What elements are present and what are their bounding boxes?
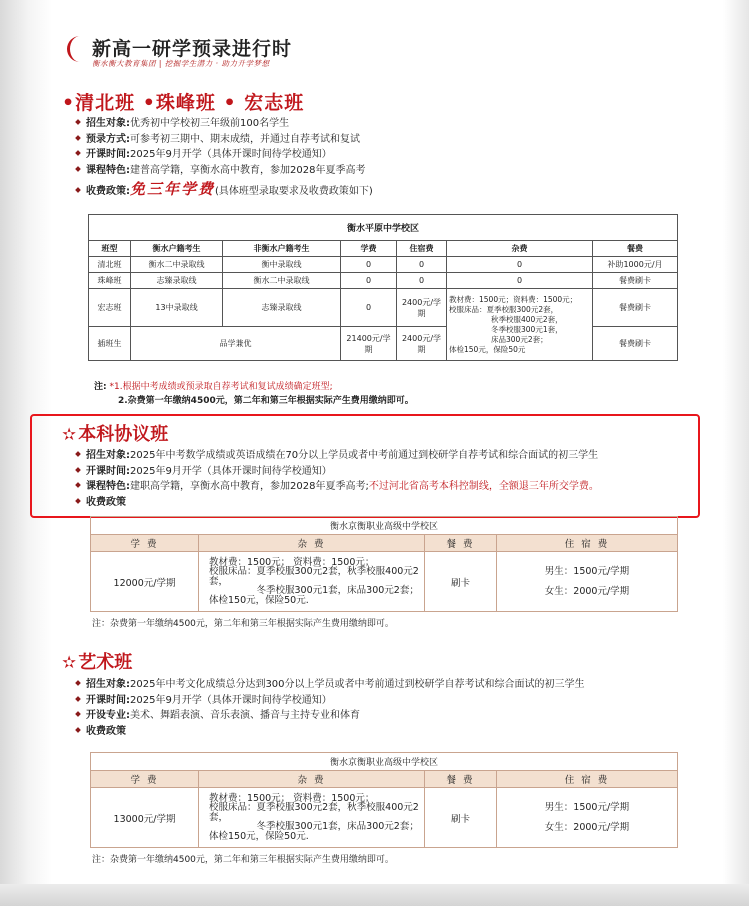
list-item: 课程特色:建职高学籍，享衡水高中教育，参加2028年夏季高考;不过河北省高考本科控制线，全额退三年所交学费。 [74, 479, 599, 495]
table-row: 13000元/学期 教材费：1500元； 资料费：1500元； 校服床品：夏季校服300元2套，秋季校服400元2套， 冬季校服300元1套，床品300元2套； 体检150元，保险50元. 刷卡 男生：1500元/学期 女生：2000元/学期 [91, 788, 678, 848]
fee-policy-row: 收费政策:免三年学费(具体班型录取要求及收费政策如下) [74, 182, 373, 200]
list-item: 课程特色:建普高学籍，享衡水高中教育，参加2028年夏季高考 [74, 163, 373, 179]
table-row: 插班生 品学兼优 21400元/学期 2400元/学期 餐费刷卡 [89, 327, 678, 361]
list-item: 收费政策 [74, 724, 585, 740]
table-row: 12000元/学期 教材费：1500元； 资料费：1500元； 校服床品：夏季校服300元2套，秋季校服400元2套， 冬季校服300元1套，床品300元2套； 体检150元，保险50元. 刷卡 男生：1500元/学期 女生：2000元/学期 [91, 552, 678, 612]
table-row: 宏志班 13中录取线 志臻录取线 0 2400元/学期 教材费：1500元；资料费：1500元； 校服床品：夏季校服300元2套， 秋季校服400元2套， 冬季校服300元1套， 床品300元2套； 体检150元，保险50元 餐费刷卡 [89, 289, 678, 327]
list-item: 招生对象:2025年中考数学成绩或英语成绩在70分以上学员或者中考前通过到校研学自荐考试和综合面试的初三学生 [74, 448, 599, 464]
page-title: 新高一研学预录进行时 [92, 38, 293, 60]
list-item: 招生对象:优秀初中学校初三年级前100名学生 [74, 116, 373, 132]
table-row: 清北班 衡水二中录取线 衡中录取线 0 0 0 补助1000元/月 [89, 257, 678, 273]
jingheng-fee-table-1 [90, 516, 678, 612]
section3-bullets [74, 677, 585, 739]
table-header-row: 学 费 杂 费 餐 费 住 宿 费 [91, 535, 678, 552]
section2-bullets [74, 448, 599, 510]
list-item: 预录方式:可参考初三期中、期末成绩，并通过自荐考试和复试 [74, 132, 373, 148]
table-row: 珠峰班 志臻录取线 衡水二中录取线 0 0 0 餐费刷卡 [89, 273, 678, 289]
list-item: 开设专业:美术、舞蹈表演、音乐表演、播音与主持专业和体育 [74, 708, 585, 724]
jingheng-fee-table-2 [90, 752, 678, 848]
page-subtitle: 衡水衡大教育集团 | 挖掘学生潜力 · 助力升学梦想 [92, 59, 270, 68]
free-tuition-label: 免三年学费 [130, 180, 216, 198]
list-item: 开课时间:2025年9月开学（具体开课时间待学校通知） [74, 464, 599, 480]
list-item: 开课时间:2025年9月开学（具体开课时间待学校通知） [74, 693, 585, 709]
star-icon: ✫ [62, 425, 77, 445]
list-item: 开课时间:2025年9月开学（具体开课时间待学校通知） [74, 147, 373, 163]
star-icon: ✫ [62, 653, 77, 673]
section3-title: ✫ 艺术班 [62, 652, 133, 673]
section1-bullets [74, 116, 373, 200]
section2-title: ✫ 本科协议班 [62, 424, 169, 445]
section2-note: 注：杂费第一年缴纳4500元，第二年和第三年根据实际产生费用缴纳即可。 [92, 619, 394, 629]
section3-note: 注：杂费第一年缴纳4500元，第二年和第三年根据实际产生费用缴纳即可。 [92, 855, 394, 865]
table-caption: 衡水京衡职业高级中学校区 [91, 753, 678, 771]
misc-fee-cell: 教材费：1500元；资料费：1500元； 校服床品：夏季校服300元2套， 秋季校服400元2套， 冬季校服300元1套， 床品300元2套； 体检150元，保险50元 [447, 289, 593, 361]
section1-title: •清北班 •珠峰班 • 宏志班 [62, 92, 305, 114]
list-item: 收费政策 [74, 495, 599, 511]
list-item: 招生对象:2025年中考文化成绩总分达到300分以上学员或者中考前通过到校研学自荐考试和综合面试的初三学生 [74, 677, 585, 693]
logo-arc-icon [60, 34, 86, 64]
table-caption: 衡水京衡职业高级中学校区 [91, 517, 678, 535]
table-header-row: 班型 衡水户籍考生 非衡水户籍考生 学费 住宿费 杂费 餐费 [89, 241, 678, 257]
section1-notes: 注: *1.根据中考成绩或预录取自荐考试和复试成绩确定班型; 2.杂费第一年缴纳4500元，第二年和第三年根据实际产生费用缴纳即可。 [94, 382, 414, 406]
pingyuan-fee-table [88, 214, 678, 361]
page-bottom-edge [0, 884, 749, 906]
table-header-row: 学 费 杂 费 餐 费 住 宿 费 [91, 771, 678, 788]
table-caption: 衡水平原中学校区 [89, 215, 678, 241]
